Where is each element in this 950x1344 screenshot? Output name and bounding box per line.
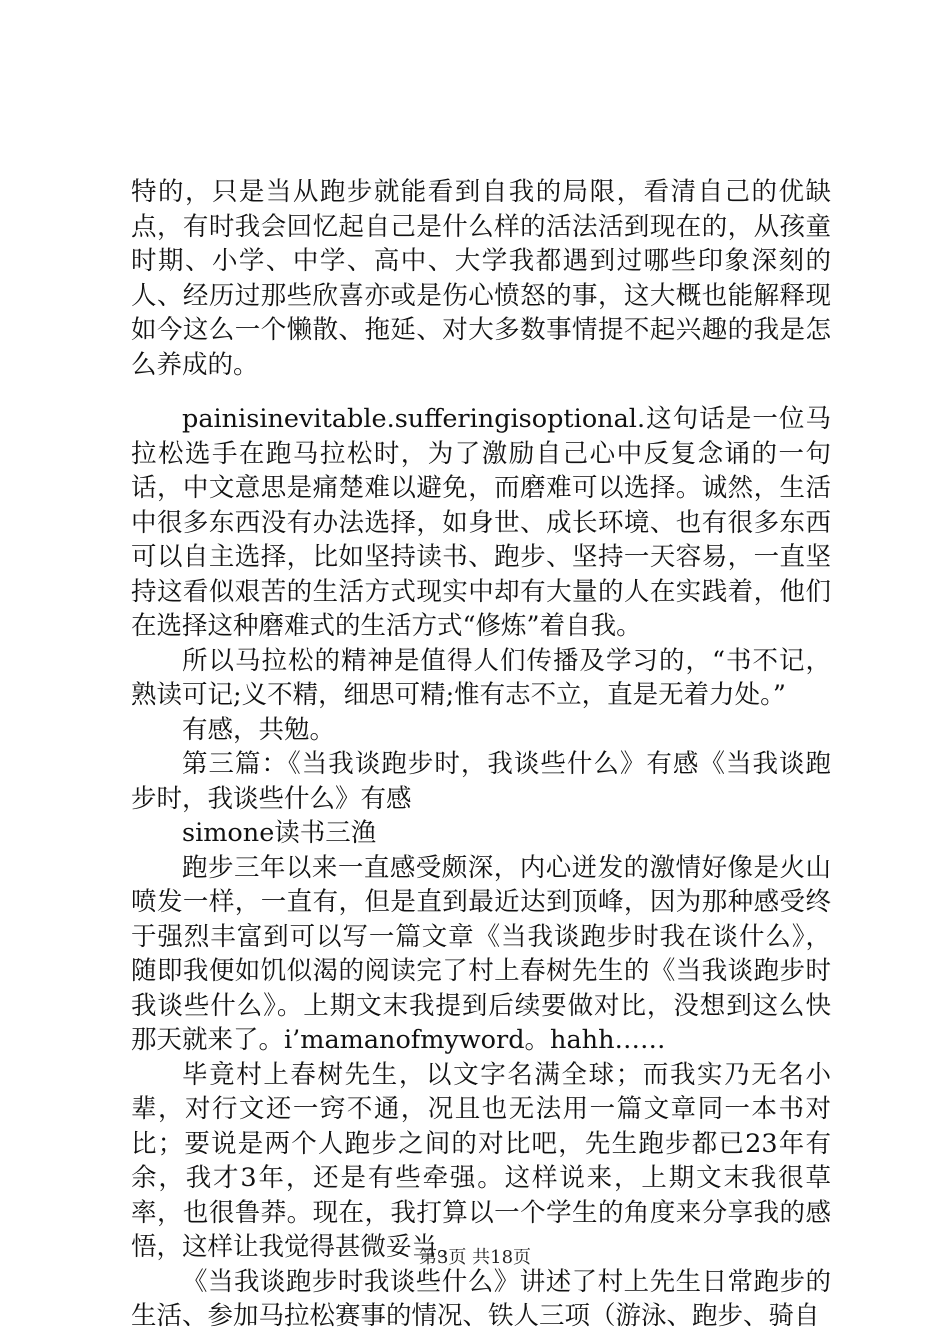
paragraph-pain-quote: painisinevitable.sufferingisoptional.这句话是一位马拉松选手在跑马拉松时，为了激励自己心中反复念诵的一句话，中文意思是痛楚难以避免，而磨难可以选择。诚然，生活中很多东西没有办法选择，如身世、成长环境、也有很多东西可以自主选择，比如坚持读书、跑步、坚持一天容易，一直坚持这看似艰苦的生活方式现实中却有大量的人在实践着，他们在选择这种磨难式的生活方式“修炼”着自我。 [131, 404, 831, 641]
paragraph-three-years: 跑步三年以来一直感受颇深，内心迸发的激情好像是火山喷发一样，一直有，但是直到最近达到顶峰，因为那种感受终于强烈丰富到可以写一篇文章《当我谈跑步时我在谈什么》，随即我便如饥似渴的阅读完了村上春树先生的《当我谈跑步时我谈些什么》。上期文末我提到后续要做对比，没想到这么快那天就来了。i’mamanofmyword。hahh…… [131, 852, 831, 1055]
page-number-footer: 第3页 共18页 [418, 1247, 532, 1268]
paragraph-continuation: 特的，只是当从跑步就能看到自我的局限，看清自己的优缺点，有时我会回忆起自己是什么样的活法活到现在的，从孩童时期、小学、中学、高中、大学我都遇到过哪些印象深刻的人、经历过那些欣喜亦或是伤心愤怒的事，这大概也能解释现如今这么一个懒散、拖延、对大多数事情提不起兴趣的我是怎么养成的。 [131, 177, 831, 380]
document-body [131, 175, 831, 1334]
paragraph-comparison: 毕竟村上春树先生，以文字名满全球；而我实乃无名小辈，对行文还一窍不通，况且也无法用一篇文章同一本书对比；要说是两个人跑步之间的对比吧，先生跑步都已23年有余，我才3年，还是有些牵强。这样说来，上期文末我很草率，也很鲁莽。现在，我打算以一个学生的角度来分享我的感悟，这样让我觉得甚微妥当。 [131, 1059, 831, 1262]
paragraph-gap [131, 382, 831, 402]
paragraph-closing: 有感，共勉。 [182, 714, 336, 745]
paragraph-marathon-spirit: 所以马拉松的精神是值得人们传播及学习的，“书不记，熟读可记;义不精，细思可精;惟有志不立，直是无着力处。” [131, 645, 831, 710]
paragraph-book-summary: 《当我谈跑步时我谈些什么》讲述了村上先生日常跑步的生活、参加马拉松赛事的情况、铁人三项（游泳、跑步、骑自 [131, 1266, 831, 1331]
author-line: simone读书三渔 [182, 818, 377, 848]
section-heading: 第三篇：《当我谈跑步时，我谈些什么》有感《当我谈跑步时，我谈些什么》有感 [131, 749, 831, 814]
